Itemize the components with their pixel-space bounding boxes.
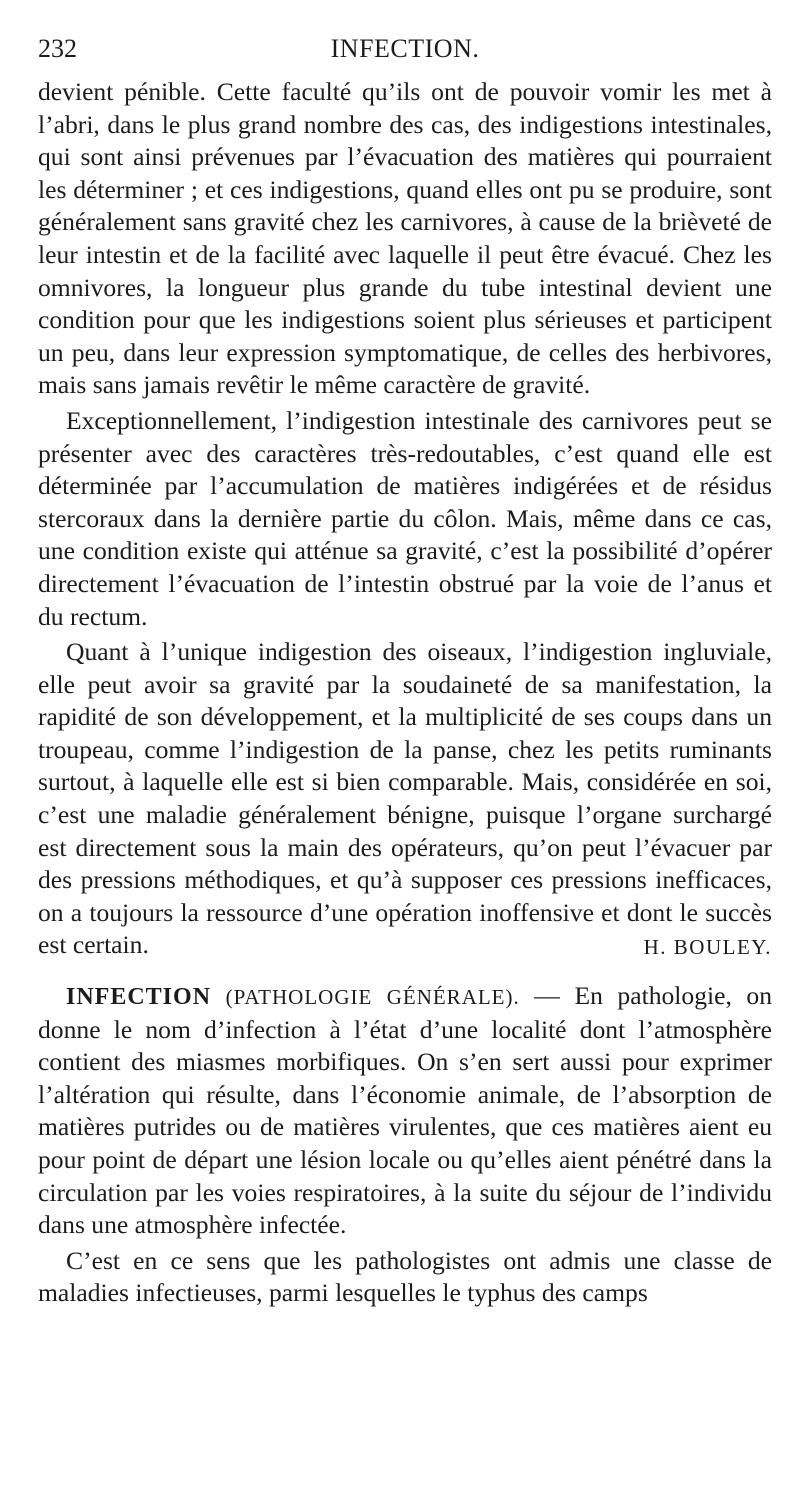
page-number: 232 [38,34,77,63]
entry-text: — En pathologie, on donne le nom d’infection à l’état d’une localité dont l’atmosphère contient des miasmes morbifiques. On s’en sert aussi pour exprimer l’altération qui résulte, dans l’économie animale, de l’absorption de matières putrides ou de matières virulentes, que ces matières aient eu pour point de départ une lésion locale ou qu’elles aient pénétré dans la circulation par les voies respiratoires, à la suite du séjour de l’individu dans une atmosphère infectée. [38,981,772,1240]
author-signature: H. BOULEY. [643,935,772,960]
paragraph-2: Exceptionnellement, l’indigestion intestinale des carnivores peut se présenter avec des caractères très-redoutables, c’est quand elle est déterminée par l’accumulation de matières indigérées et de résidus stercoraux dans la dernière partie du côlon. Mais, même dans ce cas, une condition existe qui atténue sa gravité, c’est la possibilité d’opérer directement l’évacuation de l’intestin obstrué par la voie de l’anus et du rectum. [38,405,772,631]
paragraph-1: devient pénible. Cette faculté qu’ils ont de pouvoir vomir les met à l’abri, dans le plus grand nombre des cas, des indigestions intestinales, qui sont ainsi prévenues par l’évacuation des matières qui pourraient les déterminer ; et ces indigestions, quand elles ont pu se produire, sont généralement sans gravité chez les carnivores, à cause de la brièveté de leur intestin et de la facilité avec laquelle il peut être évacué. Chez les omnivores, la longueur plus grande du tube intestinal devient une condition pour que les indigestions soient plus sérieuses et participent un peu, dans leur expression symptomatique, de celles des herbivores, mais sans jamais revêtir le même caractère de gravité. [38,77,772,400]
last-paragraph: C’est en ce sens que les pathologistes ont admis une classe de maladies infectieuses, parmi lesquelles le typhus des camps [38,1245,772,1308]
paragraph-3 [38,636,772,964]
entry-headword: INFECTION [66,984,212,1011]
paragraph-3-text: Quant à l’unique indigestion des oiseaux, l’indigestion ingluviale, elle peut avoir sa gravité par la soudaineté de sa manifestation, la rapidité de son développement, et la multiplicité de ses coups dans un troupeau, comme l’indigestion de la panse, chez les petits ruminants surtout, à laquelle elle est si bien comparable. Mais, considérée en soi, c’est une maladie généralement bénigne, puisque l’organe surchargé est directement sous la main des opérateurs, qu’on peut l’évacuer par des pressions méthodiques, et qu’à supposer ces pressions inefficaces, on a toujours la ressource d’une opération inoffensive et dont le succès est certain. [38,637,772,960]
entry-paragraph [38,980,772,1242]
running-head [38,30,772,76]
entry-subject: (PATHOLOGIE GÉNÉRALE). [225,985,520,1010]
running-title: INFECTION. [330,34,480,63]
